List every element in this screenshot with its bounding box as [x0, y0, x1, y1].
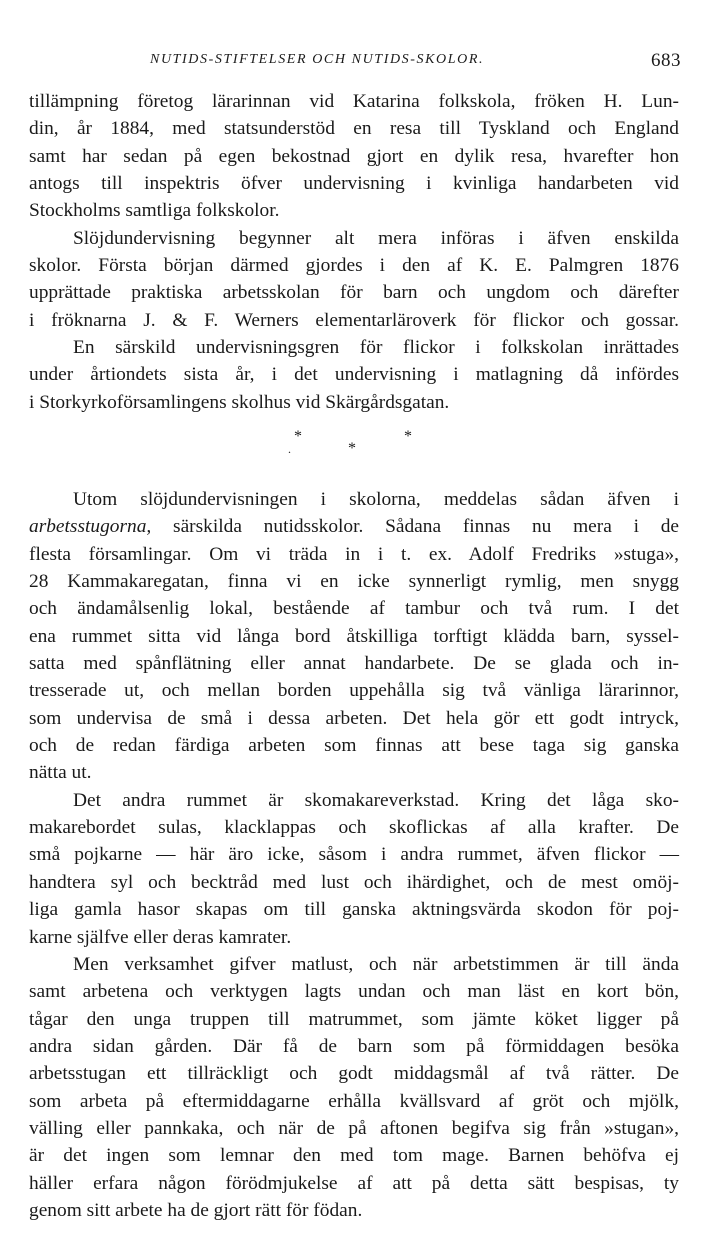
text-line: under årtiondets sista år, i det undervisning i matlagning då infördes — [29, 364, 679, 386]
running-title: NUTIDS-STIFTELSER OCH NUTIDS-SKOLOR. — [150, 52, 485, 67]
text-line: makarebordet sulas, klacklappas och skoflickas af alla krafter. De — [29, 817, 679, 839]
section-separator — [270, 428, 470, 468]
text-line — [29, 513, 679, 540]
separator-asterisk: * — [404, 428, 412, 445]
text-span: särskilda nutidsskolor. Sådana finnas nu mera i de — [151, 516, 679, 538]
text-line: och de redan färdiga arbeten som finnas att bese taga sig ganska — [29, 735, 679, 757]
text-line: välling eller pannkaka, och när de på aftonen begifva sig från »stugan», — [29, 1117, 679, 1139]
text-line: nätta ut. — [29, 762, 92, 784]
text-line: tresserade ut, och mellan borden uppehålla sig två vänliga lärarinnor, — [29, 680, 679, 702]
text-line: antogs till inspektris öfver undervisning i kvinliga handarbeten vid — [29, 173, 679, 195]
text-line: flesta församlingar. Om vi träda in i t. ex. Adolf Fredriks »stuga», — [29, 543, 679, 565]
text-line: samt har sedan på egen bekostnad gjort en dylik resa, hvarefter hon — [29, 145, 679, 167]
separator-asterisk: * — [294, 428, 302, 445]
text-line: häller erfara någon förödmjukelse af att på detta sätt bespisas, ty — [29, 1172, 679, 1194]
text-line: Stockholms samtliga folkskolor. — [29, 200, 280, 222]
text-line: arbetsstugan ett tillräckligt och godt middagsmål af två rätter. De — [29, 1063, 679, 1085]
text-line: liga gamla hasor skapas om till ganska aktningsvärda skodon för poj- — [29, 899, 679, 921]
text-line: genom sitt arbete ha de gjort rätt för födan. — [29, 1199, 363, 1221]
text-line: i fröknarna J. & F. Werners elementarläroverk för flickor och gossar. — [29, 309, 679, 331]
text-line: samt arbetena och verktygen lagts undan och man läst en kort bön, — [29, 981, 679, 1003]
text-line: Utom slöjdundervisningen i skolorna, meddelas sådan äfven i — [73, 489, 679, 510]
text-line: små pojkarne — här äro icke, såsom i andra rummet, äfven flickor — — [29, 844, 679, 866]
text-line: andra sidan gården. Där få de barn som på förmiddagen besöka — [29, 1035, 679, 1057]
text-line: Slöjdundervisning begynner alt mera införas i äfven enskilda — [73, 227, 679, 249]
text-line: i Storkyrkoförsamlingens skolhus vid Skärgårdsgatan. — [29, 391, 450, 413]
text-line: upprättade praktiska arbetsskolan för barn och ungdom och därefter — [29, 282, 679, 304]
text-line: ena rummet sitta vid långa bord åtskilliga torftigt klädda barn, syssel- — [29, 625, 679, 647]
text-line: 28 Kammakaregatan, finna vi en icke synnerligt rymlig, men snygg — [29, 571, 679, 593]
page-number: 683 — [651, 50, 681, 71]
italic-term: arbetsstugorna, — [29, 516, 152, 538]
text-line: som undervisa de små i dessa arbeten. Det hela gör ett godt intryck, — [29, 707, 679, 729]
text-line: är det ingen som lemnar den med tom mage. Barnen behöfva ej — [29, 1145, 679, 1167]
text-line: och ändamålsenlig lokal, bestående af tambur och två rum. I det — [29, 598, 679, 620]
text-line: En särskild undervisningsgren för flickor i folkskolan inrättades — [73, 337, 679, 359]
text-line: Det andra rummet är skomakareverkstad. Kring det låga sko- — [73, 789, 679, 811]
text-line: tågar den unga truppen till matrummet, som jämte köket ligger på — [29, 1008, 679, 1030]
text-line: karne själfve eller deras kamrater. — [29, 926, 292, 948]
text-section-crafts-education — [29, 88, 679, 416]
text-line: satta med spånflätning eller annat handarbete. De se glada och in- — [29, 653, 679, 675]
running-header — [30, 50, 685, 74]
separator-dot: . — [288, 442, 291, 456]
separator-asterisk: * — [348, 440, 356, 457]
text-line: Men verksamhet gifver matlust, och när arbetstimmen är till ända — [73, 953, 679, 975]
text-section-work-cottages — [29, 486, 679, 1224]
text-line: skolor. Första början därmed gjordes i den af K. E. Palmgren 1876 — [29, 255, 679, 277]
text-line: handtera syl och becktråd med lust och ihärdighet, och de mest omöj- — [29, 871, 679, 893]
text-line: din, år 1884, med statsunderstöd en resa till Tyskland och England — [29, 118, 679, 140]
text-line: tillämpning företog lärarinnan vid Katarina folkskola, fröken H. Lun- — [29, 91, 679, 112]
text-line: som arbeta på eftermiddagarne erhålla kvällsvard af gröt och mjölk, — [29, 1090, 679, 1112]
